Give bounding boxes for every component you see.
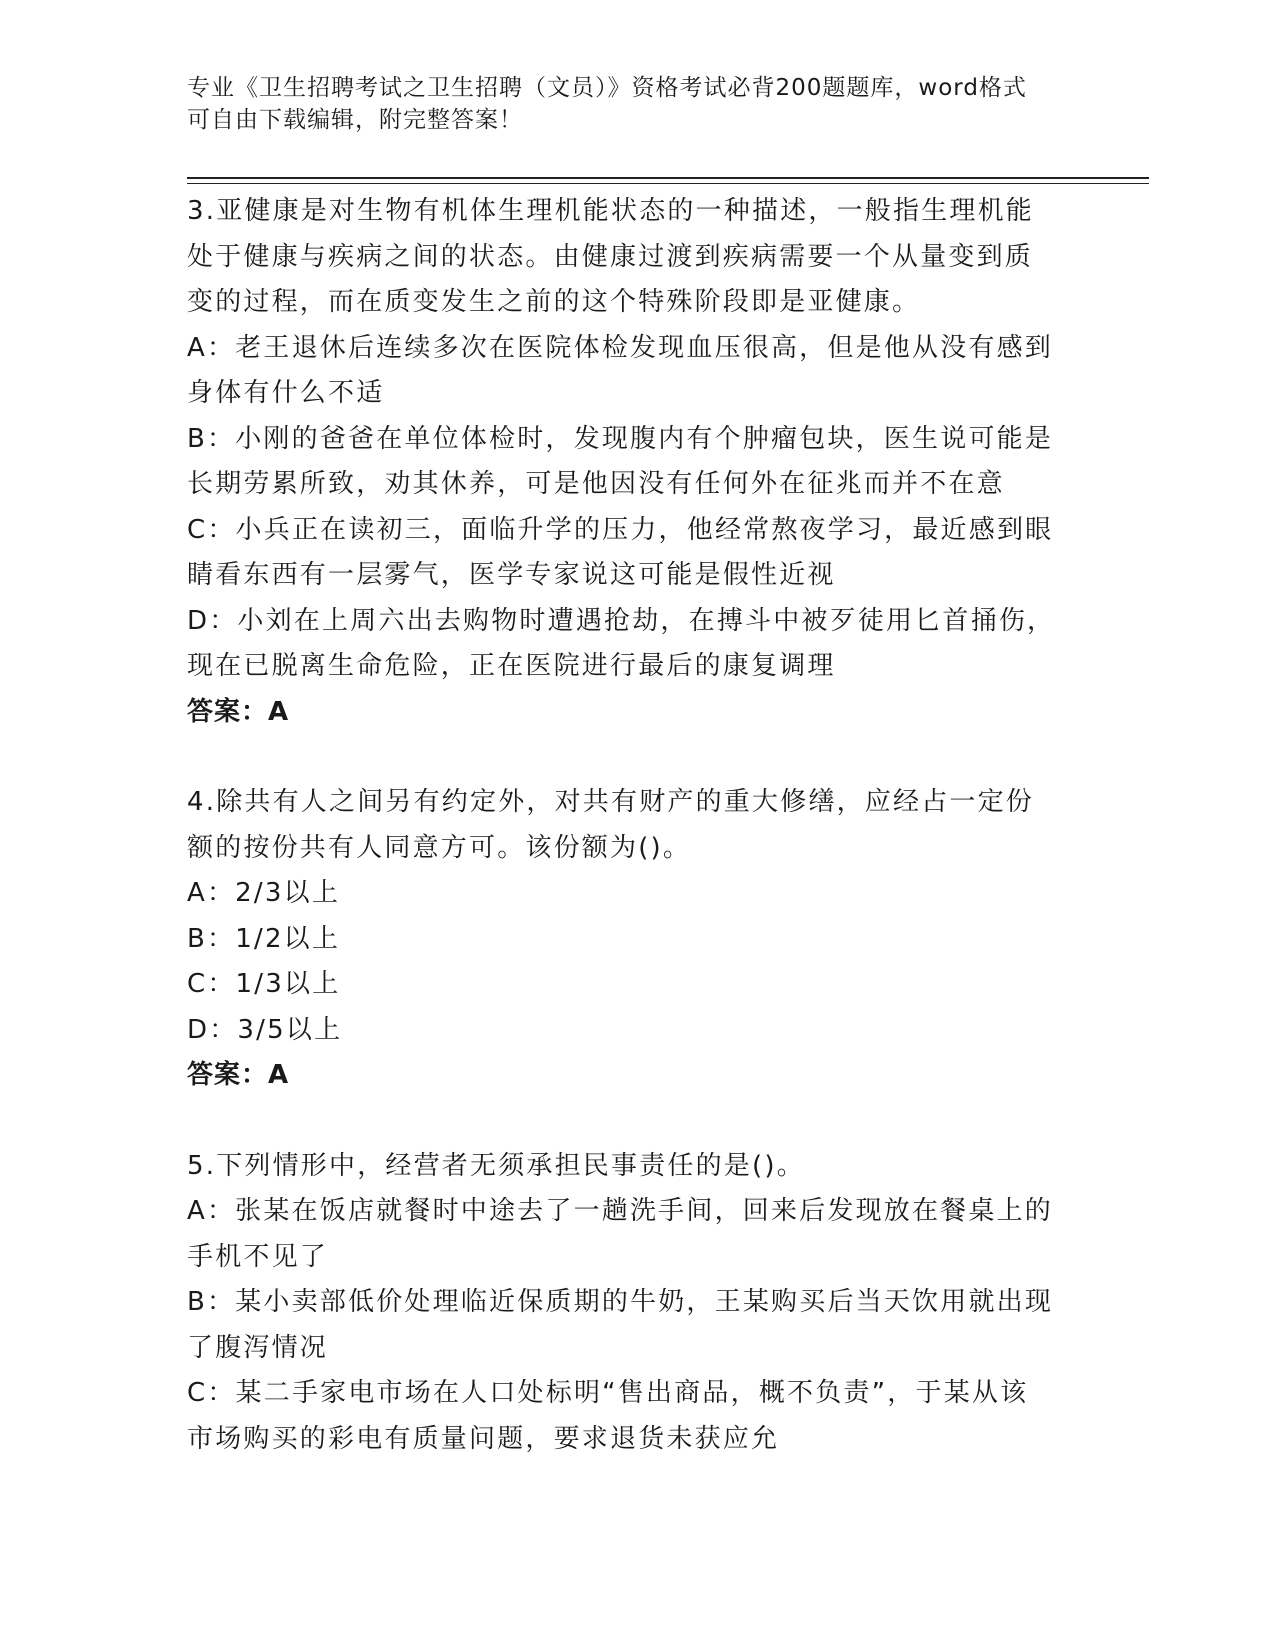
question-5: [187, 1144, 1077, 1463]
question-stem-line: 处于健康与疾病之间的状态。由健康过渡到疾病需要一个从量变到质: [187, 241, 1034, 272]
answer-label: 答案：A: [187, 1060, 290, 1090]
document-header: [187, 72, 1067, 136]
header-divider-thin: [187, 183, 1149, 184]
header-line-1: 专业《卫生招聘考试之卫生招聘（文员）》资格考试必背200题题库，word格式: [187, 75, 1027, 101]
option-b-line: B：某小卖部低价处理临近保质期的牛奶，王某购买后当天饮用就出现: [187, 1287, 1054, 1317]
option-d-line: D：3/5以上: [187, 1014, 343, 1045]
option-b-line: B：小刚的爸爸在单位体检时，发现腹内有个肿瘤包块，医生说可能是: [187, 423, 1054, 454]
option-c-line: 睛看东西有一层雾气，医学专家说这可能是假性近视: [187, 560, 836, 590]
option-c-line: 市场购买的彩电有质量问题，要求退货未获应允: [187, 1423, 780, 1454]
question-4: [187, 780, 1077, 1099]
option-d-line: 现在已脱离生命危险，正在医院进行最后的康复调理: [187, 651, 836, 681]
header-line-2: 可自由下载编辑，附完整答案！: [187, 107, 523, 133]
option-a-line: 手机不见了: [187, 1241, 329, 1272]
option-c-line: C：1/3以上: [187, 969, 341, 999]
question-stem-line: 额的按份共有人同意方可。该份额为()。: [187, 832, 692, 863]
question-stem-line: 5.下列情形中，经营者无须承担民事责任的是()。: [187, 1150, 805, 1181]
option-c-line: C：某二手家电市场在人口处标明“售出商品，概不负责”，于某从该: [187, 1378, 1029, 1408]
question-stem-line: 4.除共有人之间另有约定外，对共有财产的重大修缮，应经占一定份: [187, 787, 1035, 817]
option-b-line: 长期劳累所致，劝其休养，可是他因没有任何外在征兆而并不在意: [187, 469, 1005, 499]
option-a-line: A：张某在饭店就餐时中途去了一趟洗手间，回来后发现放在餐桌上的: [187, 1196, 1053, 1226]
option-c-line: C：小兵正在读初三，面临升学的压力，他经常熬夜学习，最近感到眼: [187, 514, 1054, 545]
option-a-line: A：老王退休后连续多次在医院体检发现血压很高，但是他从没有感到: [187, 332, 1053, 363]
question-list: [187, 189, 1077, 1462]
question-stem-line: 3.亚健康是对生物有机体生理机能状态的一种描述，一般指生理机能: [187, 196, 1035, 226]
answer-label: 答案：A: [187, 696, 290, 727]
question-stem-line: 变的过程，而在质变发生之前的这个特殊阶段即是亚健康。: [187, 287, 921, 317]
option-b-line: B：1/2以上: [187, 923, 341, 954]
option-a-line: A：2/3以上: [187, 878, 341, 908]
option-d-line: D：小刘在上周六出去购物时遭遇抢劫，在搏斗中被歹徒用匕首捅伤，: [187, 605, 1056, 636]
option-a-line: 身体有什么不适: [187, 378, 385, 408]
question-3: [187, 189, 1077, 735]
option-b-line: 了腹泻情况: [187, 1332, 329, 1363]
header-divider-thick: [187, 177, 1149, 179]
